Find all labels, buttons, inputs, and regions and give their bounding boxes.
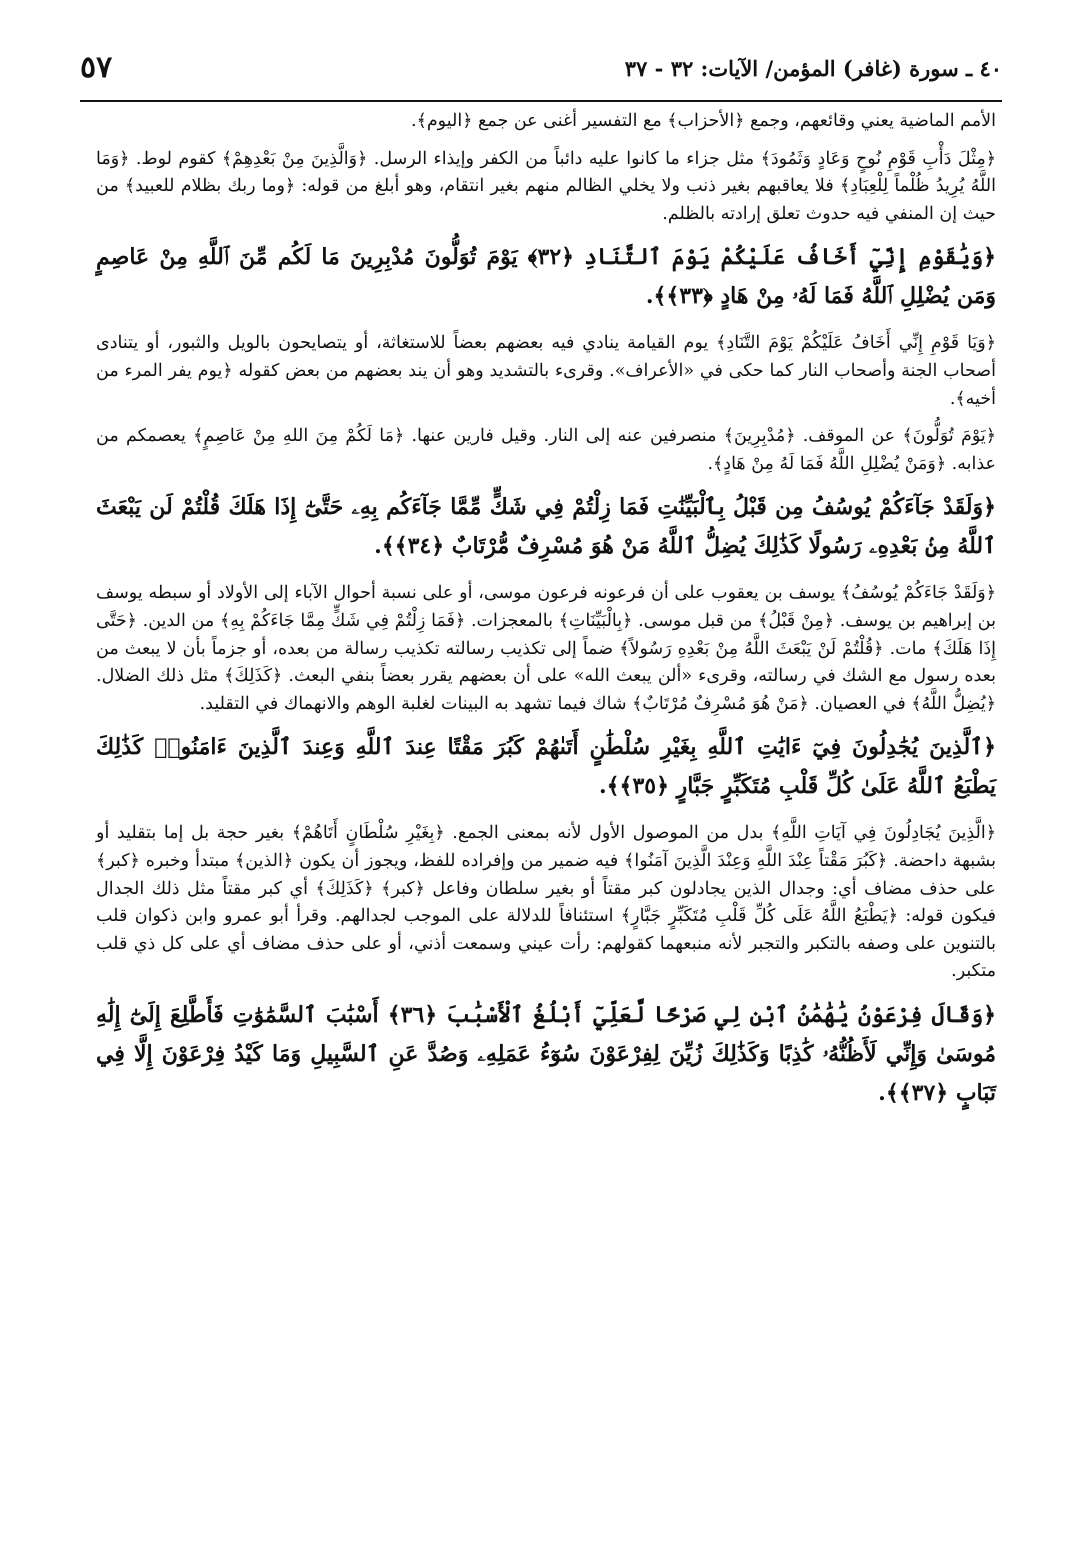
quran-verse-35: ﴿ٱلَّذِينَ يُجَٰدِلُونَ فِيٓ ءَايَٰتِ ٱللَّهِ بِغَيْرِ سُلْطَٰنٍ أَتَىٰهُمْ كَبُرَ مَقْتًا عِندَ ٱللَّهِ وَعِندَ ٱلَّذِينَ ءَامَنُوا۟ كَذَٰلِكَ يَطْبَعُ ٱللَّهُ عَلَىٰ كُلِّ قَلْبِ مُتَكَبِّرٍ جَبَّارٍ ﴿٣٥﴾﴾.: [96, 734, 996, 800]
commentary-paragraph: ﴿وَيَا قَوْمِ إِنِّي أَخَافُ عَلَيْكُمْ يَوْمَ التَّنَادِ﴾ يوم القيامة ينادي فيه بعضهم بعضاً للاستغاثة، أو يتصايحون بالويل والثبور، أو يتنادى أصحاب الجنة وأصحاب النار كما حكى في «الأعراف». وقرىء بالتشديد وهو أن يند بعضهم من بعض كقوله ﴿يوم يفر المرء من أخيه﴾.: [96, 333, 996, 409]
quran-verse-36-37: ﴿وَقَالَ فِرْعَوْنُ يَٰهَٰمَٰنُ ٱبْنِ لِي صَرْحًا لَّعَلِّيٓ أَبْلُغُ ٱلْأَسْبَٰبَ ﴿٣٦﴾ أَسْبَٰبَ ٱلسَّمَٰوَٰتِ فَأَطَّلِعَ إِلَىٰٓ إِلَٰهِ مُوسَىٰ وَإِنِّي لَأَظُنُّهُۥ كَٰذِبًا وَكَذَٰلِكَ زُيِّنَ لِفِرْعَوْنَ سُوٓءُ عَمَلِهِۦ وَصُدَّ عَنِ ٱلسَّبِيلِ وَمَا كَيْدُ فِرْعَوْنَ إِلَّا فِي تَبَابٍ ﴿٣٧﴾﴾.: [96, 1001, 996, 1106]
header-divider: [80, 100, 1002, 102]
page-body: [96, 108, 996, 1127]
page-number: ٥٧: [80, 50, 113, 85]
quran-verse-32-33: ﴿وَيَٰقَوْمِ إِنِّيٓ أَخَافُ عَلَيْكُمْ يَوْمَ ٱلتَّنَادِ ﴿٣٢﴾ يَوْمَ تُوَلُّونَ مُدْبِرِينَ مَا لَكُم مِّنَ ٱللَّهِ مِنْ عَاصِمٍ وَمَن يُضْلِلِ ٱللَّهُ فَمَا لَهُۥ مِنْ هَادٍ ﴿٣٣﴾﴾.: [96, 244, 996, 310]
commentary-paragraph: ﴿مِثْلَ دَأْبِ قَوْمِ نُوحٍ وَعَادٍ وَثَمُودَ﴾ مثل جزاء ما كانوا عليه دائباً من الكفر وإيذاء الرسل. ﴿وَالَّذِينَ مِنْ بَعْدِهِمْ﴾ كقوم لوط. ﴿وَمَا اللَّهُ يُرِيدُ ظُلْماً لِلْعِبَادِ﴾ فلا يعاقبهم بغير ذنب ولا يخلي الظالم منهم بغير انتقام، وهو أبلغ من قوله: ﴿وما ربك بظلام للعبيد﴾ من حيث إن المنفي فيه حدوث تعلق إرادته بالظلم.: [96, 148, 996, 224]
running-title: ٤٠ ـ سورة (غافر) المؤمن/ الآيات: ٣٢ - ٣٧: [624, 56, 1002, 81]
commentary-paragraph: ﴿الَّذِينَ يُجَادِلُونَ فِي آيَاتِ اللَّهِ﴾ بدل من الموصول الأول لأنه بمعنى الجمع. ﴿بِغَيْرِ سُلْطَانٍ أَتَاهُمْ﴾ بغير حجة بل إما بتقليد أو بشبهة داحضة. ﴿كَبُرَ مَقْتاً عِنْدَ اللَّهِ وَعِنْدَ الَّذِينَ آمَنُوا﴾ فيه ضمير من وإفراده للفظ، ويجوز أن يكون ﴿الذين﴾ مبتدأ وخبره ﴿كبر﴾ على حذف مضاف أي: وجدال الذين يجادلون كبر مقتاً أو بغير سلطان وفاعل ﴿كبر﴾ ﴿كَذَلِكَ﴾ أي كبر مقتاً مثل ذلك الجدال فيكون قوله: ﴿يَطْبَعُ اللَّهُ عَلَى كُلِّ قَلْبِ مُتَكَبِّرٍ جَبَّارٍ﴾ استئنافاً للدلالة على الموجب لجدالهم. وقرأ أبو عمرو وابن ذكوان قلب بالتنوين على وصفه بالتكبر والتجبر لأنه منبعهما كقولهم: رأت عيني وسمعت أذني، أو على حذف مضاف أي على كل ذي قلب متكبر.: [96, 823, 996, 982]
quran-verse-34: ﴿وَلَقَدْ جَآءَكُمْ يُوسُفُ مِن قَبْلُ بِٱلْبَيِّنَٰتِ فَمَا زِلْتُمْ فِي شَكٍّ مِّمَّا جَآءَكُم بِهِۦ حَتَّىٰٓ إِذَا هَلَكَ قُلْتُمْ لَن يَبْعَثَ ٱللَّهُ مِنۢ بَعْدِهِۦ رَسُولًا كَذَٰلِكَ يُضِلُّ ٱللَّهُ مَنْ هُوَ مُسْرِفٌ مُّرْتَابٌ ﴿٣٤﴾﴾.: [96, 494, 996, 560]
page-header: [80, 50, 1002, 100]
commentary-paragraph: ﴿وَلَقَدْ جَاءَكُمْ يُوسُفُ﴾ يوسف بن يعقوب على أن فرعونه فرعون موسى، أو على نسبة أحوال الآباء إلى الأولاد أو سبطه يوسف بن إبراهيم بن يوسف. ﴿مِنْ قَبْلُ﴾ من قبل موسى. ﴿بِالْبَيِّنَاتِ﴾ بالمعجزات. ﴿فَمَا زِلْتُمْ فِي شَكٍّ مِمَّا جَاءَكُمْ بِهِ﴾ من الدين. ﴿حَتَّى إِذَا هَلَكَ﴾ مات. ﴿قُلْتُمْ لَنْ يَبْعَثَ اللَّهُ مِنْ بَعْدِهِ رَسُولاً﴾ ضماً إلى تكذيب رسالته تكذيب رسالة من بعده، أو جزماً بأن لا يبعث من بعده رسول مع الشك في رسالته، وقرىء «ألن يبعث الله» على أن بعضهم يقرر بعضاً بنفي البعث. ﴿كَذَلِكَ﴾ مثل ذلك الضلال. ﴿يُضِلُّ اللَّهُ﴾ في العصيان. ﴿مَنْ هُوَ مُسْرِفٌ مُرْتَابٌ﴾ شاك فيما تشهد به البينات لغلبة الوهم والانهماك في التقليد.: [96, 583, 996, 714]
commentary-paragraph: ﴿يَوْمَ تُوَلُّونَ﴾ عن الموقف. ﴿مُدْبِرِينَ﴾ منصرفين عنه إلى النار. وقيل فارين عنها. ﴿مَا لَكُمْ مِنَ اللهِ مِنْ عَاصِمٍ﴾ يعصمكم من عذابه. ﴿وَمَنْ يُضْلِلِ اللَّهُ فَمَا لَهُ مِنْ هَادٍ﴾.: [96, 426, 996, 474]
commentary-paragraph: الأمم الماضية يعني وقائعهم، وجمع ﴿الأحزاب﴾ مع التفسير أغنى عن جمع ﴿اليوم﴾.: [411, 111, 996, 131]
